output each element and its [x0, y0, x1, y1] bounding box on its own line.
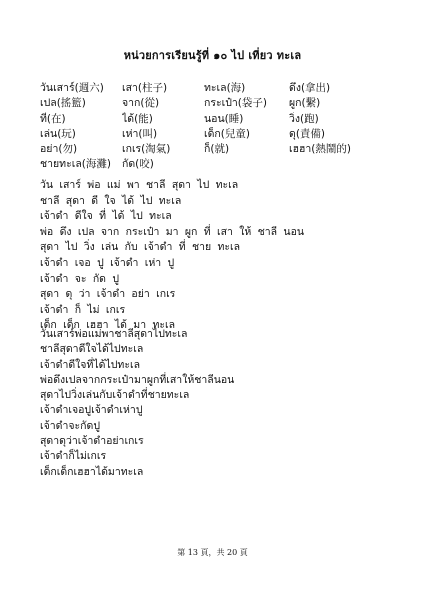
vocab-item: กระเป๋า(袋子)	[204, 97, 267, 110]
vocab-item: เสา(柱子)	[122, 82, 168, 94]
spaced-sentence: เจ้าดำ ดีใจ ที่ ได้ ไป ทะเล	[40, 210, 172, 223]
joined-sentence: เจ้าดำเจอปูเจ้าดำเห่าปู	[40, 404, 143, 417]
vocab-item: วันเสาร์(週六)	[40, 82, 104, 94]
joined-sentence: สุดาดุว่าเจ้าดำอย่าเกเร	[40, 435, 144, 448]
joined-sentence: เจ้าดำจะกัดปู	[40, 419, 100, 432]
vocab-item: ชายทะเล(海灘)	[40, 158, 111, 171]
vocab-item: เห่า(叫)	[122, 127, 158, 140]
vocab-item: ได้(能)	[122, 112, 153, 125]
spaced-sentences	[40, 178, 304, 334]
joined-sentence: เจ้าดำก็ไม่เกเร	[40, 450, 107, 463]
joined-sentences	[40, 327, 234, 480]
vocab-item: เล่น(玩)	[40, 127, 76, 140]
spaced-sentence: เจ้าดำ เจอ ปู เจ้าดำ เห่า ปู	[40, 256, 175, 269]
spaced-sentence: สุดา ดุ ว่า เจ้าดำ อย่า เกเร	[40, 288, 176, 301]
vocab-item: ที่(在)	[40, 112, 66, 125]
vocab-item: ผูก(繫)	[289, 97, 321, 110]
vocab-item: ดึง(拿出)	[289, 82, 331, 94]
lesson-title: หน่วยการเรียนรู้ที่ ๑๐ ไป เที่ยว ทะเล	[123, 49, 302, 62]
vocab-item: จาก(從)	[122, 97, 160, 110]
vocab-item: เฮฮา(熱鬧的)	[289, 143, 351, 156]
spaced-sentence: พ่อ ดึง เปล จาก กระเป๋า มา ผูก ที่ เสา ให้ ชาลี นอน	[40, 225, 305, 238]
spaced-sentence: วัน เสาร์ พ่อ แม่ พา ชาลี สุดา ไป ทะเล	[40, 179, 239, 191]
spaced-sentence: เจ้าดำ ก็ ไม่ เกเร	[40, 303, 126, 316]
vocab-item: ดุ(責備)	[289, 127, 326, 140]
joined-sentence: วันเสาร์พ่อแม่พาชาลีสุดาไปทะเล	[40, 328, 188, 340]
vocab-item: เกเร(淘氣)	[122, 143, 171, 156]
vocab-item: ทะเล(海)	[204, 82, 246, 94]
vocab-item: วิ่ง(跑)	[289, 112, 319, 125]
spaced-sentence: ชาลี สุดา ดี ใจ ได้ ไป ทะเล	[40, 194, 182, 207]
vocab-item: เด็ก(兒童)	[204, 127, 250, 140]
vocab-item: เปล(搖籃)	[40, 97, 86, 110]
joined-sentence: พ่อดึงเปลจากกระเป๋ามาผูกที่เสาให้ชาลีนอน	[40, 373, 235, 386]
joined-sentence: เด็กเด็กเฮฮาได้มาทะเล	[40, 465, 144, 478]
spaced-sentence: สุดา ไป วิ่ง เล่น กับ เจ้าดำ ที่ ชาย ทะเล	[40, 241, 241, 254]
vocab-item: อย่า(勿)	[40, 143, 78, 156]
page-footer: 第 13 頁，共 20 頁	[177, 548, 248, 557]
joined-sentence: ชาลีสุดาดีใจได้ไปทะเล	[40, 343, 144, 356]
spaced-sentence: เจ้าดำ จะ กัด ปู	[40, 272, 119, 285]
vocab-item: นอน(睡)	[204, 112, 244, 125]
vocabulary-grid	[40, 81, 390, 173]
vocab-item: กัด(咬)	[122, 158, 154, 171]
spaced-sentence: เด็ก เด็ก เฮฮา ได้ มา ทะเล	[40, 319, 176, 332]
vocab-item: ก็(就)	[204, 143, 230, 156]
joined-sentence: เจ้าดำดีใจที่ได้ไปทะเล	[40, 358, 141, 371]
joined-sentence: สุดาไปวิ่งเล่นกับเจ้าดำที่ชายทะเล	[40, 389, 190, 402]
